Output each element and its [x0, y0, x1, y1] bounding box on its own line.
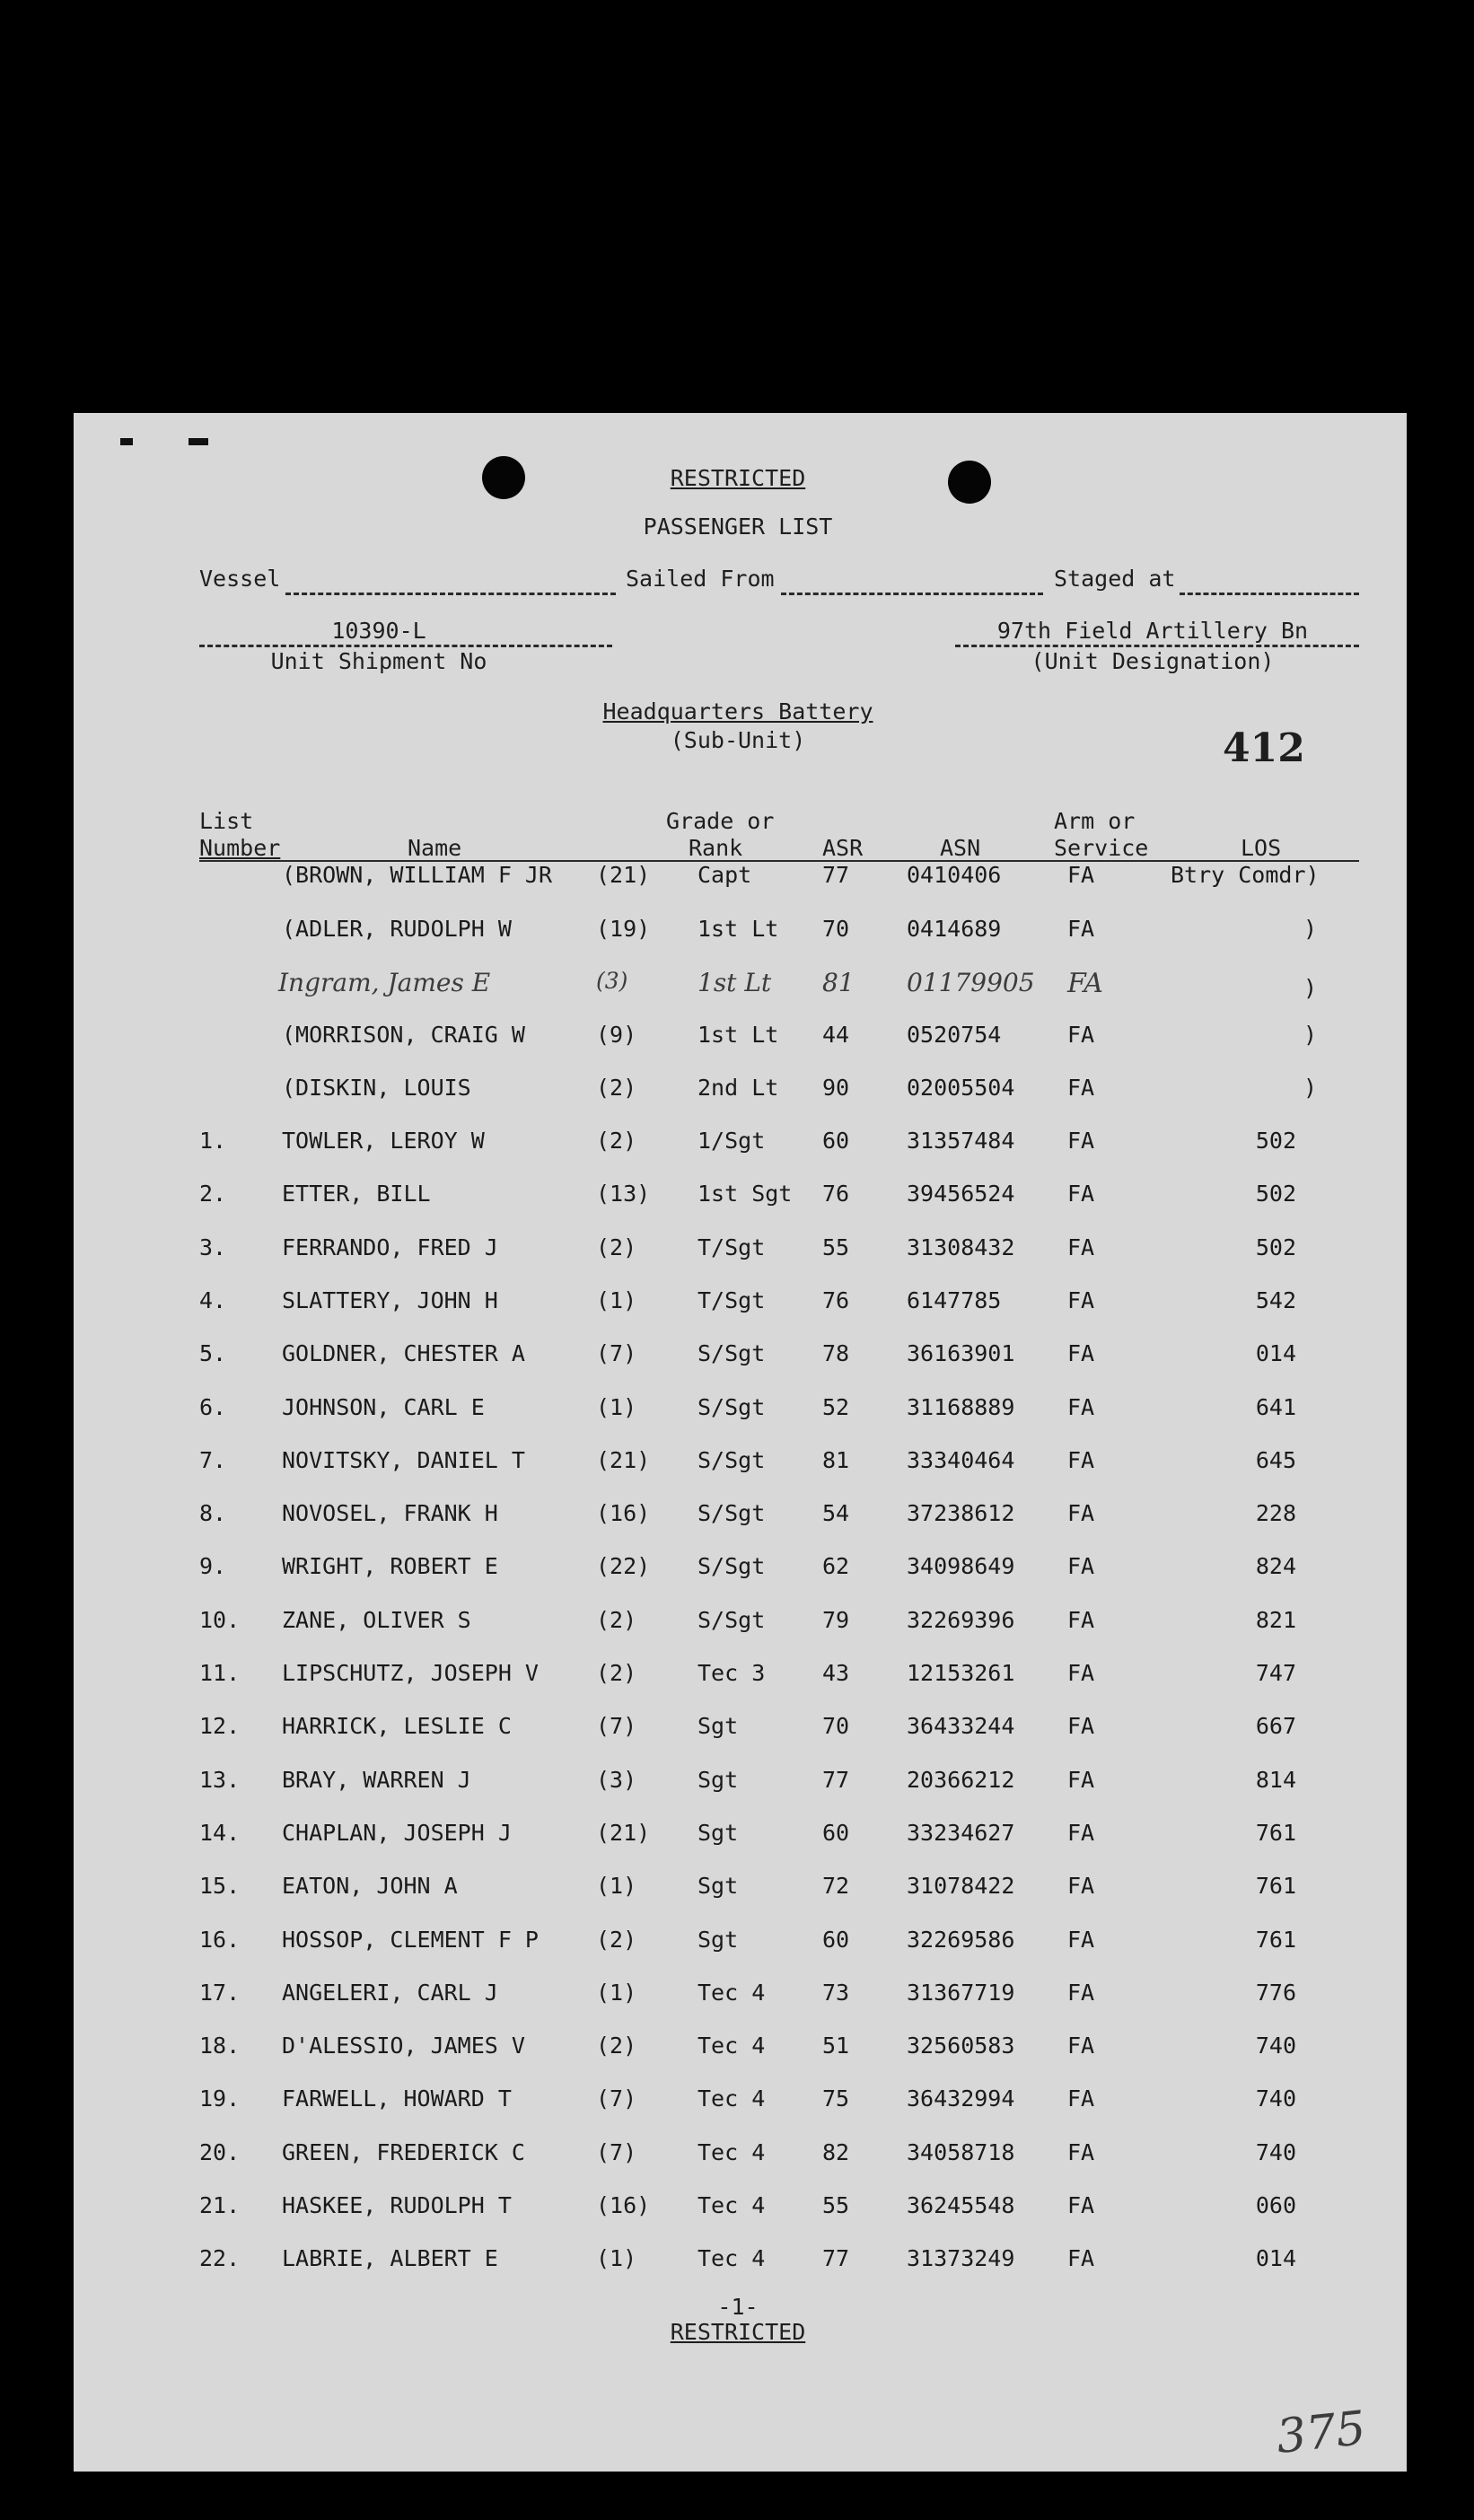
- entry-years: (7): [596, 1340, 637, 1366]
- table-row: [74, 1713, 1407, 1758]
- table-row: [74, 2139, 1407, 2184]
- entry-asn: 36432994: [907, 2085, 1015, 2112]
- table-row: [74, 1181, 1407, 1225]
- officer-asr: 81: [822, 968, 855, 997]
- officer-row: [74, 862, 1407, 907]
- entry-asn: 33234627: [907, 1820, 1015, 1846]
- entry-grade: Sgt: [698, 1873, 739, 1899]
- entry-los: 740: [1255, 2085, 1296, 2112]
- entry-asn: 31078422: [907, 1873, 1015, 1899]
- entry-years: (1): [596, 1287, 637, 1313]
- entry-los: 821: [1255, 1607, 1296, 1633]
- entry-asr: 76: [822, 1287, 850, 1313]
- entry-asr: 52: [822, 1394, 850, 1420]
- edge-mark: [120, 438, 133, 445]
- officer-asr: 44: [822, 1022, 850, 1048]
- entry-grade: Tec 4: [698, 2033, 766, 2059]
- entry-los: 761: [1255, 1820, 1296, 1846]
- entry-arm: FA: [1067, 1873, 1095, 1899]
- col-los: LOS: [1241, 835, 1282, 861]
- entry-years: (16): [596, 1500, 651, 1526]
- entry-number: 1.: [199, 1128, 227, 1154]
- edge-mark: [189, 438, 208, 445]
- col-grade-2: Rank: [689, 835, 743, 861]
- entry-grade: Tec 4: [698, 2245, 766, 2271]
- sailed-from-blank: [781, 593, 1043, 595]
- officer-asn: 0410406: [907, 862, 1002, 888]
- entry-years: (2): [596, 1128, 637, 1154]
- col-list-number-2: Number: [199, 835, 281, 861]
- restricted-top: RESTRICTED: [670, 465, 806, 491]
- entry-arm: FA: [1067, 1767, 1095, 1793]
- entry-asn: 36163901: [907, 1340, 1015, 1366]
- entry-arm: FA: [1067, 1660, 1095, 1686]
- entry-los: 542: [1255, 1287, 1296, 1313]
- entry-los: 776: [1255, 1980, 1296, 2006]
- entry-name: HOSSOP, CLEMENT F P: [282, 1927, 539, 1953]
- entry-years: (16): [596, 2192, 651, 2218]
- entry-number: 11.: [199, 1660, 241, 1686]
- table-row: [74, 2085, 1407, 2130]
- officer-asn: 02005504: [907, 1075, 1015, 1101]
- table-row: [74, 1660, 1407, 1705]
- entry-name: WRIGHT, ROBERT E: [282, 1553, 498, 1579]
- officer-years: (19): [596, 916, 651, 942]
- entry-name: EATON, JOHN A: [282, 1873, 458, 1899]
- table-row: [74, 1447, 1407, 1492]
- officer-grade: 2nd Lt: [698, 1075, 779, 1101]
- entry-arm: FA: [1067, 1287, 1095, 1313]
- entry-number: 2.: [199, 1181, 227, 1207]
- entry-number: 5.: [199, 1340, 227, 1366]
- shipment-label: Unit Shipment No: [270, 648, 487, 674]
- punch-hole-left: [482, 456, 525, 499]
- entry-asn: 37238612: [907, 1500, 1015, 1526]
- entry-years: (1): [596, 2245, 637, 2271]
- entry-asr: 60: [822, 1927, 850, 1953]
- officer-los: ): [1303, 1022, 1318, 1048]
- officer-los: ): [1303, 1075, 1318, 1101]
- entry-grade: Tec 4: [698, 2139, 766, 2165]
- officer-name: (DISKIN, LOUIS: [282, 1075, 471, 1101]
- vessel-blank: [285, 593, 616, 595]
- officer-name: (BROWN, WILLIAM F JR: [282, 862, 553, 888]
- entry-los: 502: [1255, 1181, 1296, 1207]
- entry-asn: 6147785: [907, 1287, 1002, 1313]
- officer-years: (21): [596, 862, 651, 888]
- entry-grade: Tec 3: [698, 1660, 766, 1686]
- shipment-number-line: [199, 645, 612, 647]
- officer-name: (ADLER, RUDOLPH W: [282, 916, 512, 942]
- entry-name: NOVITSKY, DANIEL T: [282, 1447, 525, 1473]
- entry-number: 3.: [199, 1234, 227, 1260]
- entry-grade: Tec 4: [698, 1980, 766, 2006]
- table-row: [74, 2192, 1407, 2237]
- col-name: Name: [408, 835, 462, 861]
- entry-grade: Sgt: [698, 1713, 739, 1739]
- table-row: [74, 1927, 1407, 1971]
- entry-name: JOHNSON, CARL E: [282, 1394, 485, 1420]
- entry-number: 7.: [199, 1447, 227, 1473]
- entry-years: (7): [596, 1713, 637, 1739]
- entry-asn: 32269586: [907, 1927, 1015, 1953]
- table-row: [74, 1553, 1407, 1598]
- entry-los: 228: [1255, 1500, 1296, 1526]
- entry-asr: 75: [822, 2085, 850, 2112]
- entry-asr: 60: [822, 1820, 850, 1846]
- officer-arm: FA: [1067, 916, 1095, 942]
- officer-arm: FA: [1067, 1075, 1095, 1101]
- entry-arm: FA: [1067, 1980, 1095, 2006]
- entry-number: 20.: [199, 2139, 241, 2165]
- entry-asn: 20366212: [907, 1767, 1015, 1793]
- vessel-label: Vessel: [199, 566, 281, 592]
- entry-years: (2): [596, 2033, 637, 2059]
- entry-number: 17.: [199, 1980, 241, 2006]
- entry-los: 824: [1255, 1553, 1296, 1579]
- entry-asn: 31357484: [907, 1128, 1015, 1154]
- officer-row-handwritten: [74, 968, 1407, 1013]
- entry-number: 15.: [199, 1873, 241, 1899]
- table-row: [74, 1767, 1407, 1812]
- entry-name: TOWLER, LEROY W: [282, 1128, 485, 1154]
- table-row: [74, 2033, 1407, 2077]
- table-row: [74, 1340, 1407, 1385]
- entry-years: (1): [596, 1980, 637, 2006]
- entry-asn: 31373249: [907, 2245, 1015, 2271]
- entry-grade: S/Sgt: [698, 1553, 766, 1579]
- col-arm-2: Service: [1054, 835, 1149, 861]
- entry-asr: 82: [822, 2139, 850, 2165]
- entry-asr: 78: [822, 1340, 850, 1366]
- officer-grade: 1st Lt: [698, 1022, 779, 1048]
- table-row: [74, 1500, 1407, 1545]
- officer-asr: 90: [822, 1075, 850, 1101]
- entry-arm: FA: [1067, 1340, 1095, 1366]
- entry-asn: 33340464: [907, 1447, 1015, 1473]
- sailed-from-label: Sailed From: [626, 566, 775, 592]
- staged-at-blank: [1180, 593, 1359, 595]
- entry-number: 8.: [199, 1500, 227, 1526]
- entry-arm: FA: [1067, 1553, 1095, 1579]
- officer-row: [74, 1075, 1407, 1120]
- entry-asr: 77: [822, 2245, 850, 2271]
- entry-asn: 34058718: [907, 2139, 1015, 2165]
- entry-asn: 36245548: [907, 2192, 1015, 2218]
- entry-arm: FA: [1067, 1713, 1095, 1739]
- entry-los: 740: [1255, 2033, 1296, 2059]
- entry-arm: FA: [1067, 1500, 1095, 1526]
- table-row: [74, 1873, 1407, 1918]
- entry-name: HARRICK, LESLIE C: [282, 1713, 512, 1739]
- officer-grade: 1st Lt: [698, 968, 772, 997]
- col-asn: ASN: [940, 835, 981, 861]
- entry-asr: 55: [822, 2192, 850, 2218]
- table-row: [74, 1128, 1407, 1172]
- officer-asr: 70: [822, 916, 850, 942]
- entry-name: LIPSCHUTZ, JOSEPH V: [282, 1660, 539, 1686]
- entry-arm: FA: [1067, 1607, 1095, 1633]
- entry-grade: Sgt: [698, 1927, 739, 1953]
- unit-designation: 97th Field Artillery Bn: [996, 618, 1309, 644]
- entry-number: 14.: [199, 1820, 241, 1846]
- entry-grade: Tec 4: [698, 2192, 766, 2218]
- entry-years: (13): [596, 1181, 651, 1207]
- entry-grade: S/Sgt: [698, 1500, 766, 1526]
- entry-years: (2): [596, 1607, 637, 1633]
- officer-row: [74, 916, 1407, 961]
- col-grade-1: Grade or: [666, 808, 775, 834]
- entry-los: 740: [1255, 2139, 1296, 2165]
- entry-grade: S/Sgt: [698, 1394, 766, 1420]
- officer-arm: FA: [1067, 862, 1095, 888]
- entry-arm: FA: [1067, 1394, 1095, 1420]
- shipment-number: 10390-L: [331, 618, 426, 644]
- entry-asn: 32560583: [907, 2033, 1015, 2059]
- entry-years: (21): [596, 1820, 651, 1846]
- entry-grade: Tec 4: [698, 2085, 766, 2112]
- entry-arm: FA: [1067, 2192, 1095, 2218]
- entry-years: (1): [596, 1394, 637, 1420]
- entry-years: (1): [596, 1873, 637, 1899]
- entry-number: 9.: [199, 1553, 227, 1579]
- entry-name: ETTER, BILL: [282, 1181, 431, 1207]
- entry-asr: 77: [822, 1767, 850, 1793]
- page-code: 412: [1223, 725, 1305, 771]
- entry-asn: 12153261: [907, 1660, 1015, 1686]
- officer-asn: 0414689: [907, 916, 1002, 942]
- sub-unit-label: (Sub-Unit): [670, 727, 806, 753]
- entry-grade: 1/Sgt: [698, 1128, 766, 1154]
- entry-number: 13.: [199, 1767, 241, 1793]
- officer-los: Btry Comdr): [1171, 862, 1320, 888]
- entry-asn: 32269396: [907, 1607, 1015, 1633]
- entry-asr: 51: [822, 2033, 850, 2059]
- entry-name: CHAPLAN, JOSEPH J: [282, 1820, 512, 1846]
- entry-arm: FA: [1067, 1234, 1095, 1260]
- entry-los: 060: [1255, 2192, 1296, 2218]
- entry-arm: FA: [1067, 2033, 1095, 2059]
- entry-arm: FA: [1067, 2245, 1095, 2271]
- entry-name: LABRIE, ALBERT E: [282, 2245, 498, 2271]
- entry-asr: 55: [822, 1234, 850, 1260]
- entry-name: BRAY, WARREN J: [282, 1767, 471, 1793]
- entry-grade: T/Sgt: [698, 1234, 766, 1260]
- entry-number: 21.: [199, 2192, 241, 2218]
- entry-asr: 79: [822, 1607, 850, 1633]
- entry-arm: FA: [1067, 1820, 1095, 1846]
- entry-years: (2): [596, 1660, 637, 1686]
- entry-los: 014: [1255, 2245, 1296, 2271]
- entry-years: (7): [596, 2085, 637, 2112]
- page-number: -1-: [717, 2294, 759, 2320]
- entry-los: 645: [1255, 1447, 1296, 1473]
- entry-grade: Sgt: [698, 1767, 739, 1793]
- unit-designation-line: [955, 645, 1359, 647]
- table-row: [74, 1980, 1407, 2024]
- officer-los: ): [1303, 916, 1318, 942]
- entry-asn: 31308432: [907, 1234, 1015, 1260]
- entry-asr: 72: [822, 1873, 850, 1899]
- entry-los: 502: [1255, 1234, 1296, 1260]
- entry-grade: S/Sgt: [698, 1340, 766, 1366]
- entry-grade: S/Sgt: [698, 1447, 766, 1473]
- punch-hole-right: [948, 461, 991, 504]
- entry-name: ZANE, OLIVER S: [282, 1607, 471, 1633]
- entry-arm: FA: [1067, 1447, 1095, 1473]
- entry-years: (21): [596, 1447, 651, 1473]
- table-row: [74, 2245, 1407, 2290]
- entry-number: 16.: [199, 1927, 241, 1953]
- entry-years: (7): [596, 2139, 637, 2165]
- officer-row: [74, 1022, 1407, 1067]
- restricted-bottom: RESTRICTED: [670, 2319, 806, 2345]
- sub-unit-name: Headquarters Battery: [602, 698, 873, 724]
- entry-arm: FA: [1067, 2139, 1095, 2165]
- entry-name: HASKEE, RUDOLPH T: [282, 2192, 512, 2218]
- entry-grade: S/Sgt: [698, 1607, 766, 1633]
- entry-number: 19.: [199, 2085, 241, 2112]
- entry-asr: 70: [822, 1713, 850, 1739]
- officer-grade: Capt: [698, 862, 752, 888]
- entry-grade: T/Sgt: [698, 1287, 766, 1313]
- handwritten-page-number: 375: [1274, 2401, 1369, 2465]
- entry-name: FERRANDO, FRED J: [282, 1234, 498, 1260]
- entry-name: D'ALESSIO, JAMES V: [282, 2033, 525, 2059]
- table-row: [74, 1287, 1407, 1332]
- entry-name: SLATTERY, JOHN H: [282, 1287, 498, 1313]
- entry-years: (3): [596, 1767, 637, 1793]
- table-row: [74, 1394, 1407, 1439]
- officer-grade: 1st Lt: [698, 916, 779, 942]
- entry-los: 502: [1255, 1128, 1296, 1154]
- officer-years: (2): [596, 1075, 637, 1101]
- entry-asn: 31168889: [907, 1394, 1015, 1420]
- entry-los: 641: [1255, 1394, 1296, 1420]
- officer-name: (MORRISON, CRAIG W: [282, 1022, 525, 1048]
- entry-arm: FA: [1067, 1128, 1095, 1154]
- entry-los: 014: [1255, 1340, 1296, 1366]
- entry-asr: 60: [822, 1128, 850, 1154]
- entry-name: FARWELL, HOWARD T: [282, 2085, 512, 2112]
- entry-number: 4.: [199, 1287, 227, 1313]
- entry-asr: 73: [822, 1980, 850, 2006]
- entry-number: 6.: [199, 1394, 227, 1420]
- entry-los: 667: [1255, 1713, 1296, 1739]
- officer-name: Ingram, James E: [278, 968, 491, 997]
- entry-number: 18.: [199, 2033, 241, 2059]
- entry-name: GREEN, FREDERICK C: [282, 2139, 525, 2165]
- entry-asr: 76: [822, 1181, 850, 1207]
- unit-designation-label: (Unit Designation): [1031, 648, 1275, 674]
- officer-los: ): [1303, 975, 1318, 1001]
- page-title: PASSENGER LIST: [643, 514, 833, 540]
- entry-number: 10.: [199, 1607, 241, 1633]
- officer-arm: FA: [1067, 968, 1103, 999]
- entry-name: NOVOSEL, FRANK H: [282, 1500, 498, 1526]
- entry-years: (22): [596, 1553, 651, 1579]
- staged-at-label: Staged at: [1054, 566, 1176, 592]
- entry-los: 761: [1255, 1927, 1296, 1953]
- entry-grade: Sgt: [698, 1820, 739, 1846]
- entry-arm: FA: [1067, 2085, 1095, 2112]
- passenger-list-sheet: [74, 413, 1407, 2472]
- entry-name: ANGELERI, CARL J: [282, 1980, 498, 2006]
- col-asr: ASR: [822, 835, 864, 861]
- entry-asn: 36433244: [907, 1713, 1015, 1739]
- entry-asr: 54: [822, 1500, 850, 1526]
- officer-asn: 01179905: [907, 968, 1035, 997]
- entry-arm: FA: [1067, 1181, 1095, 1207]
- entry-asr: 81: [822, 1447, 850, 1473]
- entry-asr: 62: [822, 1553, 850, 1579]
- officer-asn: 0520754: [907, 1022, 1002, 1048]
- entry-asr: 43: [822, 1660, 850, 1686]
- entry-los: 761: [1255, 1873, 1296, 1899]
- table-row: [74, 1607, 1407, 1652]
- entry-asn: 39456524: [907, 1181, 1015, 1207]
- entry-arm: FA: [1067, 1927, 1095, 1953]
- table-row: [74, 1234, 1407, 1279]
- entry-grade: 1st Sgt: [698, 1181, 793, 1207]
- entry-years: (2): [596, 1234, 637, 1260]
- entry-asn: 31367719: [907, 1980, 1015, 2006]
- table-row: [74, 1820, 1407, 1865]
- officer-years: (9): [596, 1022, 637, 1048]
- entry-number: 22.: [199, 2245, 241, 2271]
- col-arm-1: Arm or: [1054, 808, 1136, 834]
- officer-asr: 77: [822, 862, 850, 888]
- entry-number: 12.: [199, 1713, 241, 1739]
- entry-name: GOLDNER, CHESTER A: [282, 1340, 525, 1366]
- entry-years: (2): [596, 1927, 637, 1953]
- officer-arm: FA: [1067, 1022, 1095, 1048]
- entry-asn: 34098649: [907, 1553, 1015, 1579]
- officer-years: (3): [596, 968, 628, 994]
- entry-los: 747: [1255, 1660, 1296, 1686]
- entry-los: 814: [1255, 1767, 1296, 1793]
- col-list-number-1: List: [199, 808, 254, 834]
